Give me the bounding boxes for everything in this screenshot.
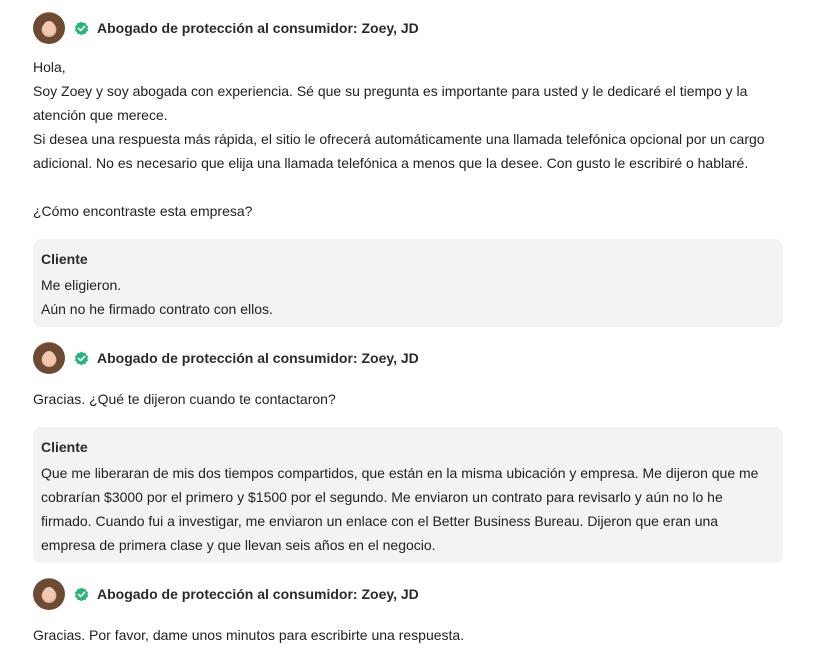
message-line: Gracias. ¿Qué te dijeron cuando te contactaron? (33, 391, 336, 407)
expert-avatar[interactable] (33, 578, 65, 610)
message-line: Si desea una respuesta más rápida, el sitio le ofrecerá automáticamente una llamada telefónica opcional por un cargo adicional. No es necesario que elija una llamada telefónica a menos que la desee. Con gusto le escribiré o hablaré. (33, 131, 765, 171)
verified-check-icon (74, 21, 89, 36)
message-line: ¿Cómo encontraste esta empresa? (33, 203, 253, 219)
verified-check-icon (74, 351, 89, 366)
expert-message (33, 623, 783, 647)
conversation-turn (33, 341, 783, 563)
message-line: Me eligieron. (41, 277, 122, 293)
customer-message (33, 239, 783, 327)
conversation-turn (33, 577, 783, 647)
expert-name: Abogado de protección al consumidor: Zoey, JD (97, 20, 419, 36)
expert-header (33, 341, 783, 375)
message-line: Hola, (33, 59, 66, 75)
expert-message (33, 387, 783, 411)
customer-label: Cliente (41, 251, 88, 267)
expert-avatar[interactable] (33, 12, 65, 44)
expert-header (33, 11, 783, 45)
customer-message (33, 427, 783, 563)
expert-avatar[interactable] (33, 342, 65, 374)
message-line: Gracias. Por favor, dame unos minutos para escribirte una respuesta. (33, 627, 465, 643)
expert-name: Abogado de protección al consumidor: Zoey, JD (97, 350, 419, 366)
expert-message (33, 55, 783, 223)
message-line: Que me liberaran de mis dos tiempos compartidos, que están en la misma ubicación y empresa. Me dijeron que me cobrarían $3000 por el primero y $1500 por el segundo. Me enviaron un contrato para revisarlo y aún no lo he firmado. Cuando fui a investigar, me enviaron un enlace con el Better Business Bureau. Dijeron que eran una empresa de primera clase y que llevan seis años en el negocio. (41, 465, 759, 553)
expert-name: Abogado de protección al consumidor: Zoey, JD (97, 586, 419, 602)
message-line: Soy Zoey y soy abogada con experiencia. Sé que su pregunta es importante para usted y le dedicaré el tiempo y la atención que merece. (33, 83, 748, 123)
verified-check-icon (74, 587, 89, 602)
message-spacer (33, 175, 783, 199)
customer-label: Cliente (41, 439, 88, 455)
conversation-turn (33, 11, 783, 327)
message-line: Aún no he firmado contrato con ellos. (41, 301, 273, 317)
expert-header (33, 577, 783, 611)
